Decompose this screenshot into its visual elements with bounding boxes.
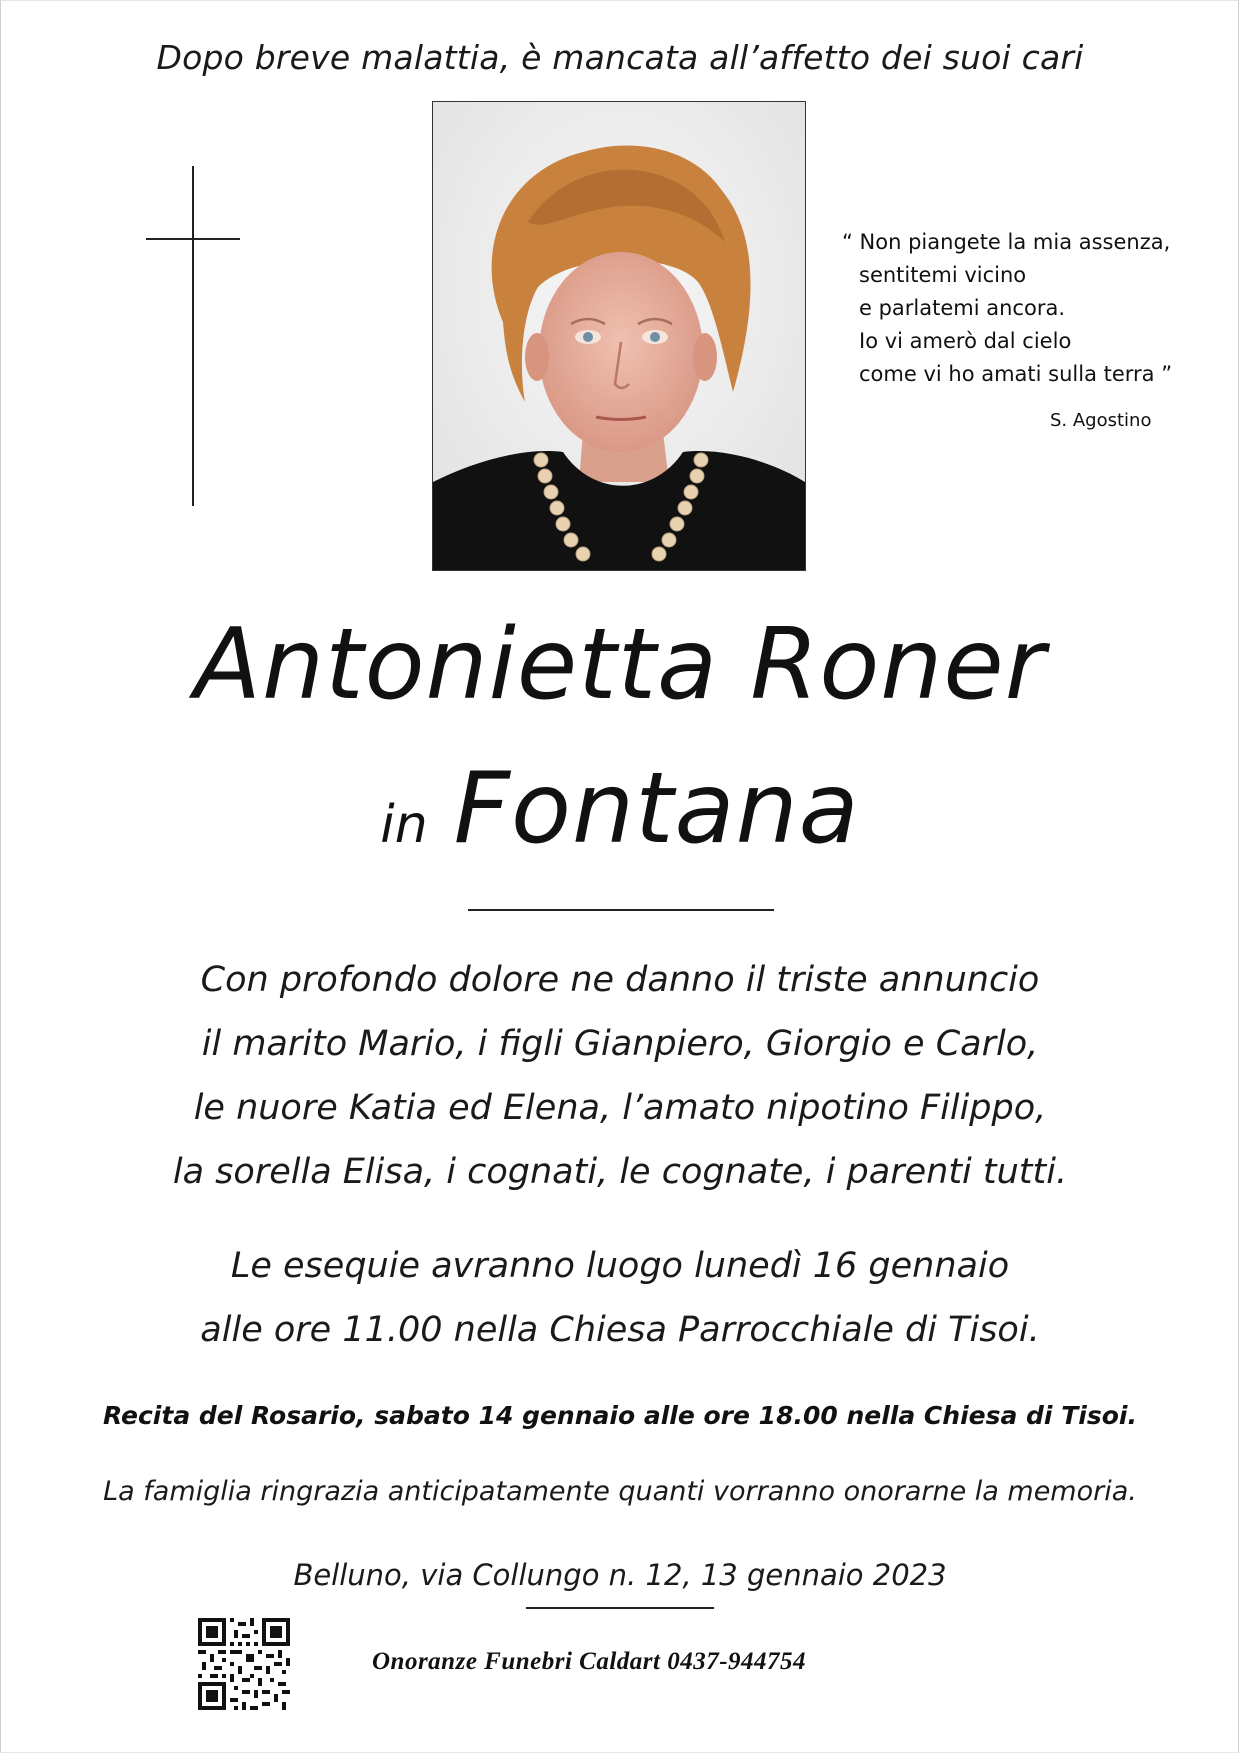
family-announcement <box>0 948 1240 1204</box>
quote-line: sentitemi vicino <box>859 263 1027 287</box>
married-prefix: in <box>380 795 428 855</box>
portrait-photo <box>432 101 806 571</box>
divider <box>468 909 774 911</box>
quote-line: e parlatemi ancora. <box>859 296 1066 320</box>
deceased-name: Antonietta Roner <box>194 608 1046 722</box>
announcement-line: Con profondo dolore ne danno il triste annuncio <box>200 960 1040 1000</box>
announcement-line: il marito Mario, i figli Gianpiero, Giorgio e Carlo, <box>201 1024 1039 1064</box>
funeral-home-contact: Onoranze Funebri Caldart 0437-944754 <box>372 1648 807 1675</box>
quote-line: Io vi amerò dal cielo <box>859 329 1072 353</box>
rosary-info: Recita del Rosario, sabato 14 gennaio alle ore 18.00 nella Chiesa di Tisoi. <box>103 1401 1137 1430</box>
divider <box>526 1607 714 1609</box>
place-date: Belluno, via Collungo n. 12, 13 gennaio 2023 <box>293 1558 947 1592</box>
quote <box>842 226 1202 391</box>
intro-text: Dopo breve malattia, è mancata all’affetto dei suoi cari <box>156 38 1084 77</box>
announcement-line: la sorella Elisa, i cognati, le cognate, i parenti tutti. <box>172 1152 1068 1192</box>
thanks-text: La famiglia ringrazia anticipatamente quanti vorranno onorarne la memoria. <box>103 1476 1137 1507</box>
portrait-image <box>433 102 805 570</box>
funeral-line: Le esequie avranno luogo lunedì 16 gennaio <box>230 1246 1010 1286</box>
funeral-info <box>0 1234 1240 1362</box>
quote-line: “ Non piangete la mia assenza, <box>842 230 1171 254</box>
married-surname: Fontana <box>453 752 860 866</box>
announcement-line: le nuore Katia ed Elena, l’amato nipotino Filippo, <box>193 1088 1047 1128</box>
married-name <box>0 752 1240 866</box>
qr-code-icon[interactable] <box>198 1618 290 1710</box>
funeral-line: alle ore 11.00 nella Chiesa Parrocchiale di Tisoi. <box>200 1310 1040 1350</box>
quote-line: come vi ho amati sulla terra ” <box>859 362 1173 386</box>
quote-author: S. Agostino <box>1050 410 1152 431</box>
